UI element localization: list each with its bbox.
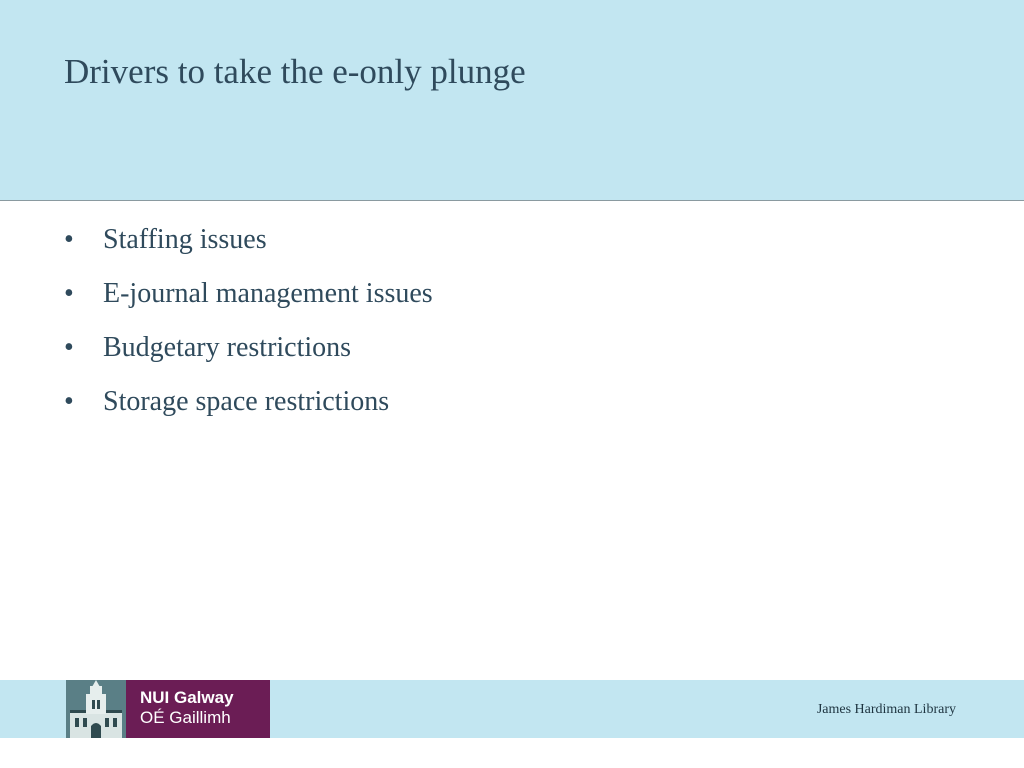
bullet-text: Storage space restrictions (103, 386, 390, 417)
university-logo (66, 680, 270, 738)
bullet-marker: • (64, 332, 74, 363)
slide-title: Drivers to take the e-only plunge (64, 52, 526, 91)
title-band (0, 0, 1024, 201)
bullet-marker: • (64, 386, 74, 417)
logo-name-english: NUI Galway (140, 688, 234, 707)
bullet-marker: • (64, 278, 74, 309)
library-name: James Hardiman Library (816, 702, 956, 717)
bullet-text: E-journal management issues (103, 278, 433, 309)
bullet-text: Budgetary restrictions (103, 332, 352, 363)
bullet-marker: • (64, 224, 74, 255)
footer-band (0, 680, 1024, 738)
bullet-text: Staffing issues (103, 224, 267, 255)
library-tower-icon (66, 680, 126, 738)
logo-name-irish: OÉ Gaillimh (140, 708, 231, 727)
logo-wordmark (126, 680, 270, 738)
